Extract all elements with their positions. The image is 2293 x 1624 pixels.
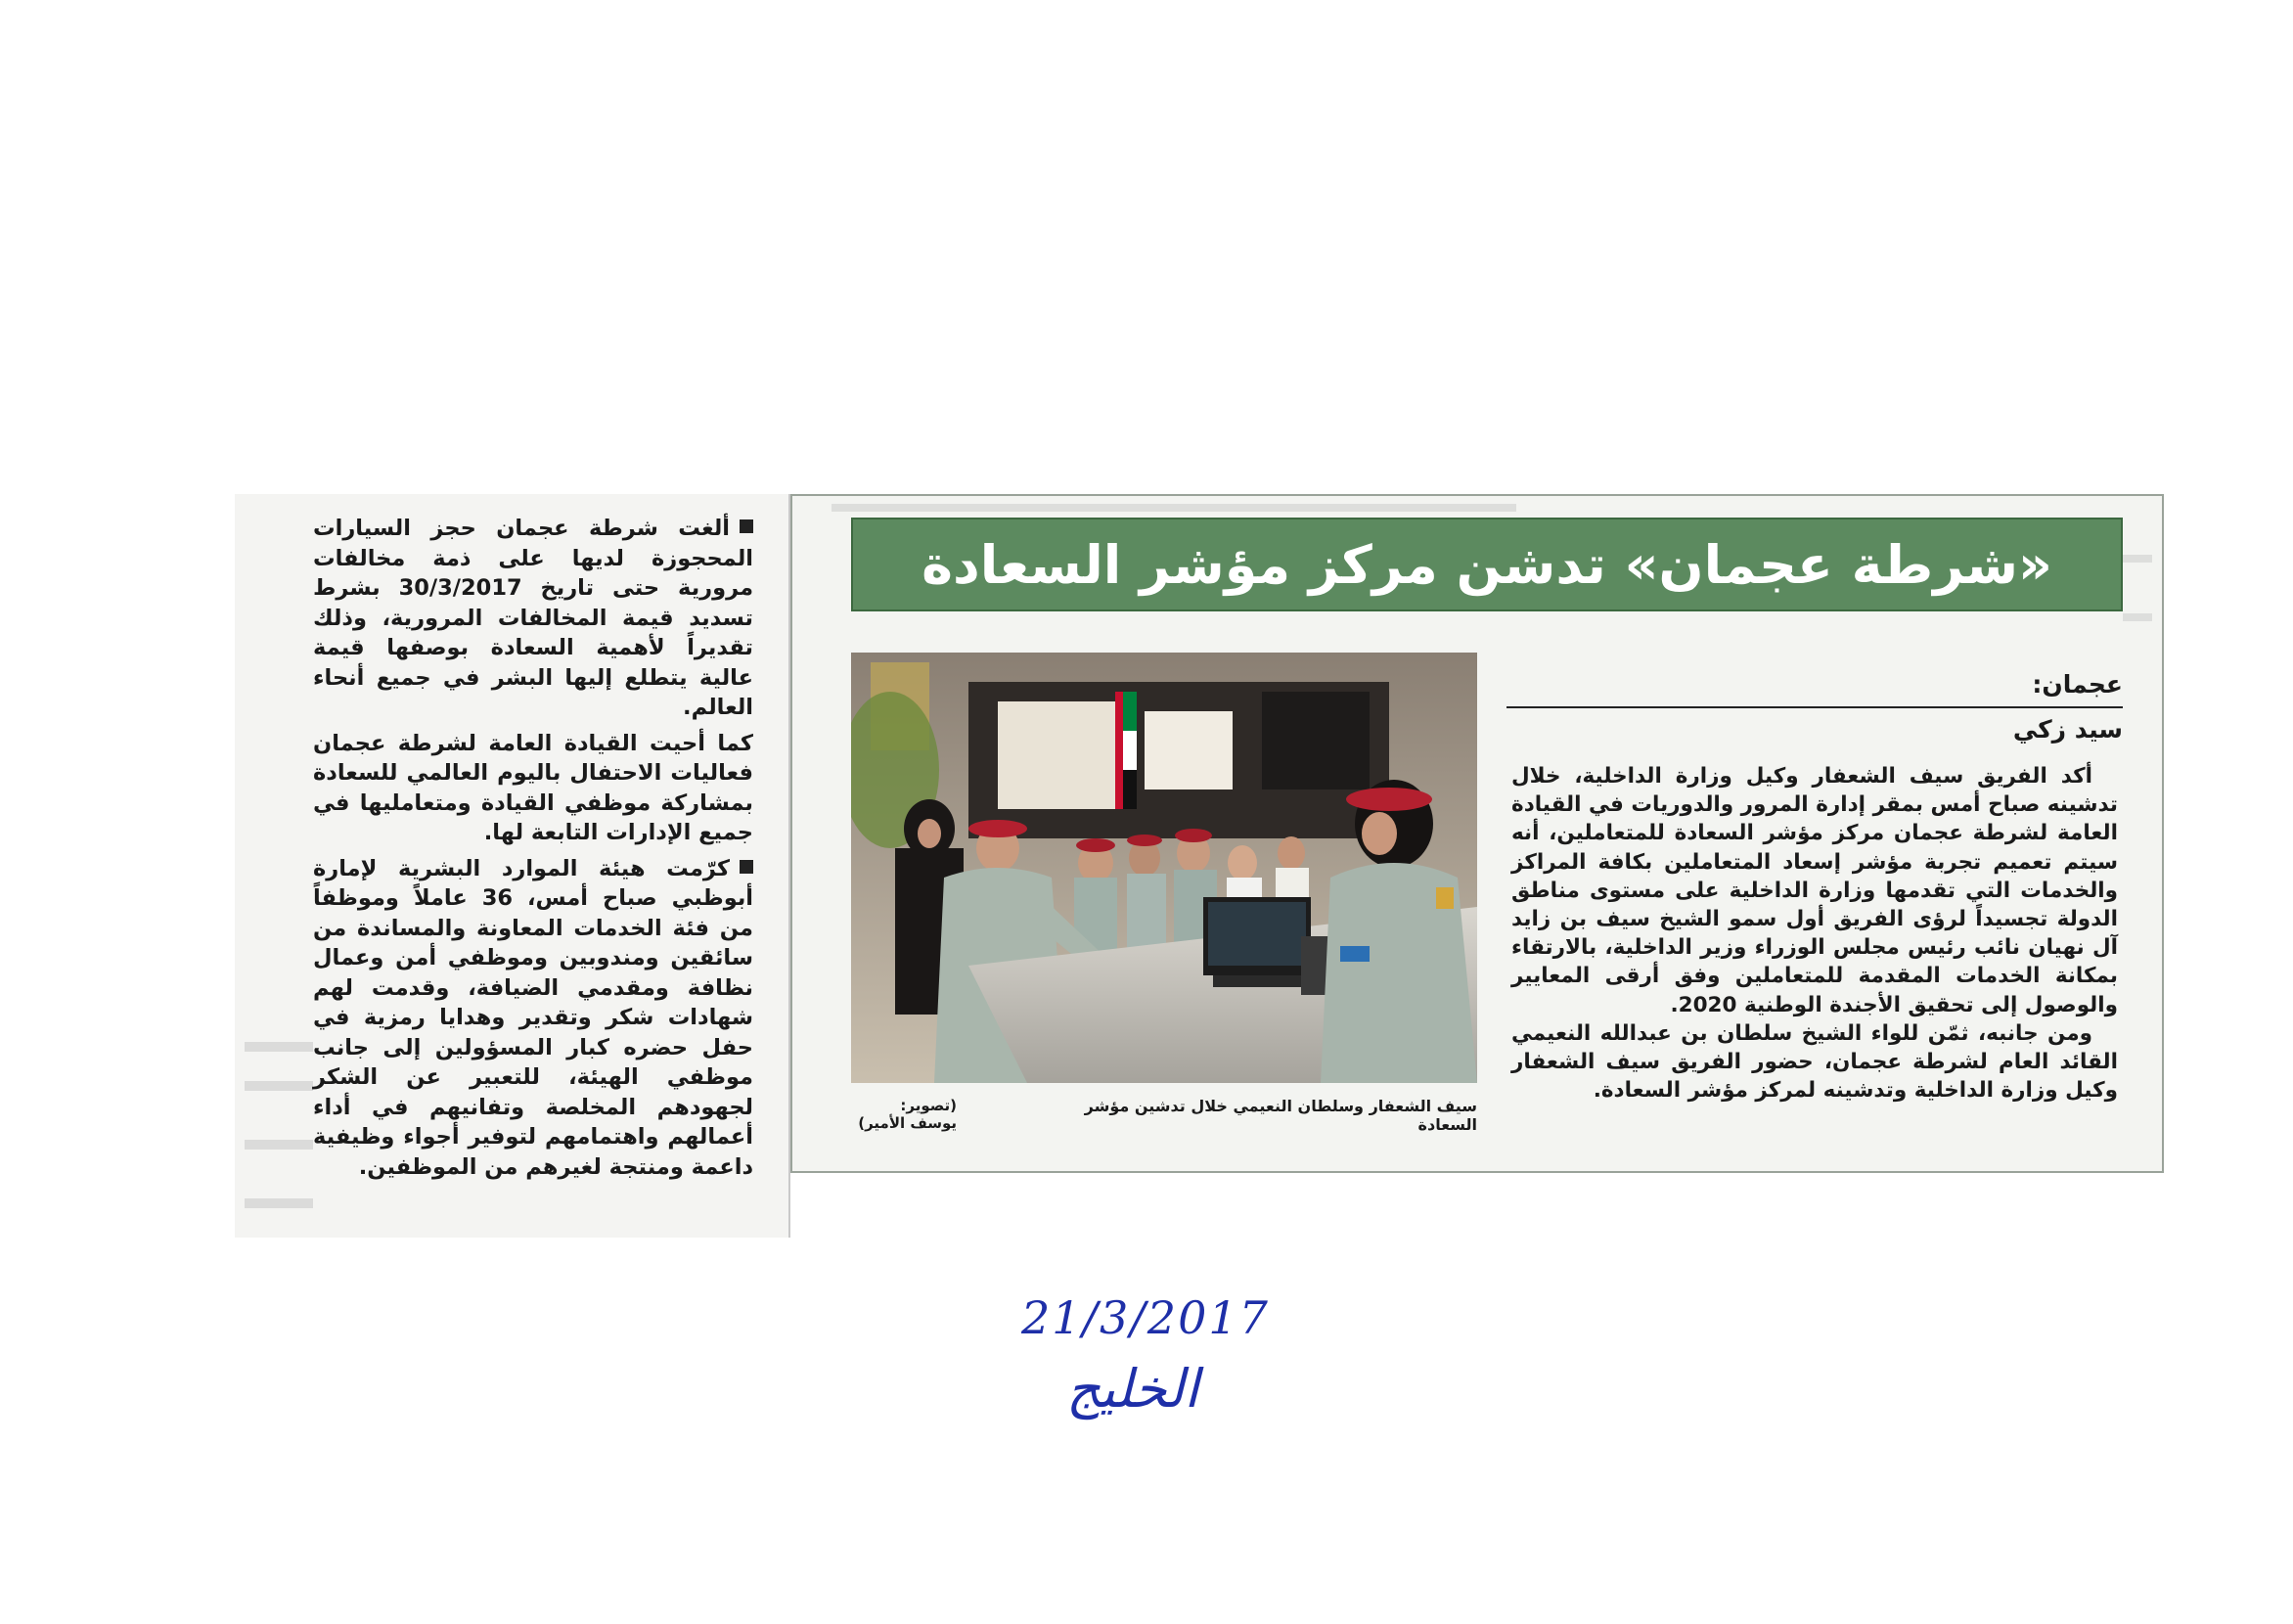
article-body	[1511, 762, 2118, 1105]
brief-clipping	[235, 494, 790, 1238]
bullet-icon	[740, 519, 753, 533]
article-dateline: عجمان:	[1506, 670, 2123, 708]
bleed-through-text	[245, 1198, 313, 1208]
handwritten-date: 21/3/2017	[1021, 1291, 1270, 1344]
brief-item	[313, 514, 753, 723]
article-photo	[851, 653, 1477, 1083]
article-headline: «شرطة عجمان» تدشن مركز مؤشر السعادة	[851, 518, 2123, 611]
photo-credit: (تصوير: يوسف الأمير)	[858, 1097, 957, 1132]
bleed-through-text	[2123, 555, 2152, 563]
bleed-through-text	[832, 504, 1516, 512]
article-paragraph: ومن جانبه، ثمّن للواء الشيخ سلطان بن عبدالله النعيمي القائد العام لشرطة عجمان، حضور الفريق سيف الشعفار وكيل وزارة الداخلية وتدشينه لمركز مؤشر السعادة.	[1511, 1020, 2118, 1104]
bleed-through-text	[245, 1081, 313, 1091]
brief-item	[313, 854, 753, 1183]
brief-item	[313, 729, 753, 848]
brief-text: ألغت شرطة عجمان حجز السيارات المحجوزة لديها على ذمة مخالفات مرورية حتى تاريخ 30/3/2017 بشرط تسديد قيمة المخالفات المرورية، وذلك تقديراً لأهمية السعادة بوصفها قيمة عالية يتطلع إليها البشر في جميع أنحاء العالم.	[313, 516, 754, 720]
article-clipping	[790, 494, 2164, 1173]
brief-text: كما أحيت القيادة العامة لشرطة عجمان فعاليات الاحتفال باليوم العالمي للسعادة بمشاركة موظفي القيادة ومتعامليها في جميع الإدارات التابعة لها.	[313, 730, 753, 845]
bullet-icon	[740, 860, 753, 874]
article-byline: سيد زكي	[2012, 715, 2123, 744]
bleed-through-text	[245, 1140, 313, 1150]
photo-illustration	[851, 653, 1477, 1083]
bleed-through-text	[2123, 613, 2152, 621]
handwritten-annotation	[998, 1291, 1291, 1458]
handwritten-newspaper-name: الخليج	[1066, 1358, 1199, 1420]
photo-caption: سيف الشعفار وسلطان النعيمي خلال تدشين مؤشر السعادة	[1084, 1097, 1477, 1134]
brief-text: كرّمت هيئة الموارد البشرية لإمارة أبوظبي صباح أمس، 36 عاملاً وموظفاً من فئة الخدمات المعاونة والمساندة من سائقين ومندوبين وموظفي أمن وعمال نظافة ومقدمي الضيافة، وقدمت لهم شهادات شكر وتقدير وهدايا رمزية في حفل حضره كبار المسؤولين إلى جانب موظفي الهيئة، للتعبير عن الشكر لجهودهم المخلصة وتفانيهم في أداء أعمالهم واهتمامهم لتوفير أجواء وظيفية داعمة ومنتجة لغيرهم من الموظفين.	[313, 855, 754, 1180]
bleed-through-text	[245, 1042, 313, 1052]
article-paragraph: أكد الفريق سيف الشعفار وكيل وزارة الداخلية، خلال تدشينه صباح أمس بمقر إدارة المرور والدوريات في القيادة العامة لشرطة عجمان مركز مؤشر السعادة للمتعاملين، أنه سيتم تعميم تجربة مؤشر إسعاد المتعاملين بكافة المراكز والخدمات التي تقدمها وزارة الداخلية على مستوى مناطق الدولة تجسيداً لرؤى الفريق أول سمو الشيخ سيف بن زايد آل نهيان نائب رئيس مجلس الوزراء وزير الداخلية، بالارتقاء بمكانة الخدمات المقدمة للمتعاملين وفق أرقى المعايير والوصول إلى تحقيق الأجندة الوطنية 2020.	[1511, 764, 2118, 1017]
brief-column	[313, 514, 753, 1188]
